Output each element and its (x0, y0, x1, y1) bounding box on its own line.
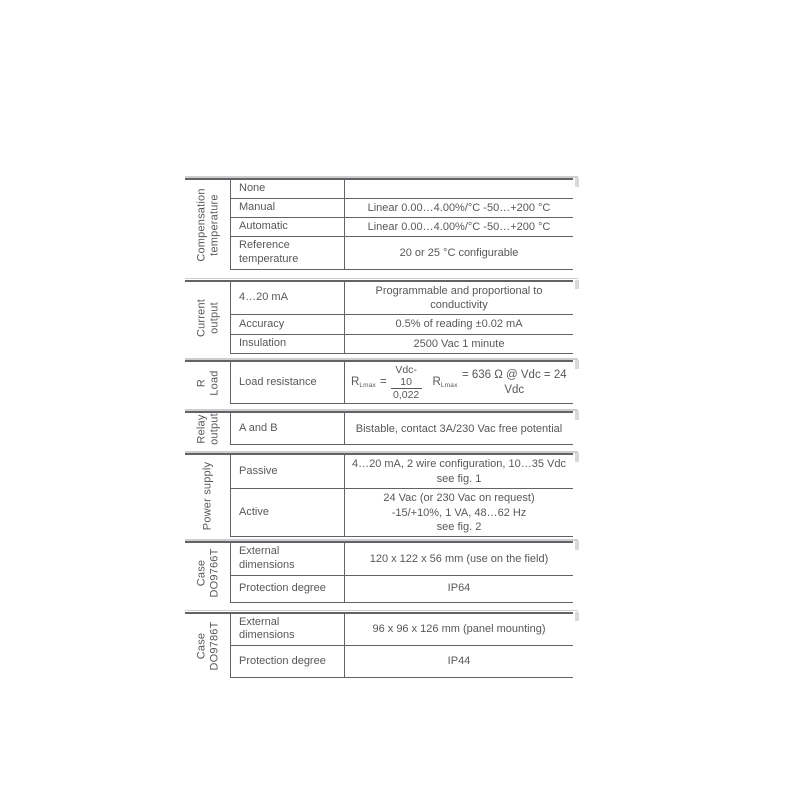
load-resistance-formula (345, 362, 573, 403)
row-group-case-do9766t (185, 543, 231, 603)
param-cell: External dimensions (231, 614, 345, 646)
value-cell: Programmable and proportional to conductivity (375, 284, 543, 312)
group-label: Current output (194, 298, 220, 337)
param-cell: None (231, 180, 345, 198)
value-cell (345, 180, 573, 198)
table-row (231, 180, 573, 199)
table-row (231, 576, 573, 603)
specification-table (185, 178, 573, 678)
table-row (231, 455, 573, 489)
param-cell: Reference temperature (231, 237, 345, 269)
param-cell: Manual (231, 199, 345, 217)
table-row (231, 489, 573, 537)
row-group-r-load (185, 362, 231, 404)
table-row (231, 335, 573, 354)
table-row (231, 282, 573, 316)
section-r-load (185, 360, 573, 404)
row-group-case-do9786t (185, 614, 231, 679)
table-row (231, 218, 573, 237)
table-row (231, 362, 573, 404)
table-row (231, 199, 573, 218)
group-label: Case DO9786T (194, 621, 220, 671)
table-row (231, 646, 573, 678)
param-cell: Passive (231, 455, 345, 488)
value-cell: 20 or 25 °C configurable (399, 246, 519, 259)
value-cell: Linear 0.00…4.00%/°C -50…+200 °C (367, 201, 551, 214)
section-current-output (185, 280, 573, 354)
table-row (231, 237, 573, 270)
section-power-supply (185, 453, 573, 537)
section-case-do9786t (185, 612, 573, 679)
param-cell: Load resistance (231, 362, 345, 403)
formula-r-symbol: $R_{Lmax}$ (432, 375, 458, 389)
param-cell: Active (231, 489, 345, 536)
param-cell: Insulation (231, 335, 345, 353)
value-cell: 4…20 mA, 2 wire configuration, 10…35 Vdc see fig. 1 (351, 458, 566, 485)
table-row (231, 413, 573, 445)
formula-fraction: $\frac{\text{Vdc-10}}{0,022}$ (391, 364, 422, 401)
group-label: Relay output (194, 413, 220, 446)
param-cell: Accuracy (231, 315, 345, 333)
formula-equals: = (380, 376, 387, 389)
row-group-current-output (185, 282, 231, 354)
row-group-compensation-temperature (185, 180, 231, 270)
row-group-power-supply (185, 455, 231, 537)
param-cell: A and B (231, 413, 345, 444)
param-cell: Automatic (231, 218, 345, 236)
section-relay-output (185, 411, 573, 445)
group-label: Case DO9766T (194, 548, 220, 598)
value-cell: 24 Vac (or 230 Vac on request) -15/+10%, 1 VA, 48…62 Hz see fig. 2 (383, 492, 535, 533)
value-cell: Bistable, contact 3A/230 Vac free potential (355, 422, 563, 435)
param-cell: Protection degree (231, 646, 345, 677)
formula-result: = 636 Ω @ Vdc = 24 Vdc (461, 368, 567, 396)
formula-r-symbol: $R_{Lmax}$ (351, 375, 377, 389)
param-cell: 4…20 mA (231, 282, 345, 315)
value-cell: Linear 0.00…4.00%/°C -50…+200 °C (367, 221, 551, 234)
section-case-do9766t (185, 541, 573, 603)
value-cell: 96 x 96 x 126 mm (panel mounting) (372, 623, 546, 636)
param-cell: Protection degree (231, 576, 345, 602)
section-compensation-temperature (185, 178, 573, 270)
row-group-relay-output (185, 413, 231, 445)
value-cell: IP44 (447, 655, 471, 668)
group-label: Compensation temperature (194, 188, 220, 262)
group-label: R Load (194, 370, 220, 396)
param-cell: External dimensions (231, 543, 345, 575)
value-cell: 2500 Vac 1 minute (413, 337, 505, 350)
table-row (231, 315, 573, 334)
value-cell: 0.5% of reading ±0.02 mA (395, 318, 523, 331)
table-row (231, 543, 573, 576)
group-label: Power supply (201, 461, 214, 531)
value-cell: 120 x 122 x 56 mm (use on the field) (369, 552, 549, 565)
table-row (231, 614, 573, 647)
value-cell: IP64 (447, 582, 471, 595)
